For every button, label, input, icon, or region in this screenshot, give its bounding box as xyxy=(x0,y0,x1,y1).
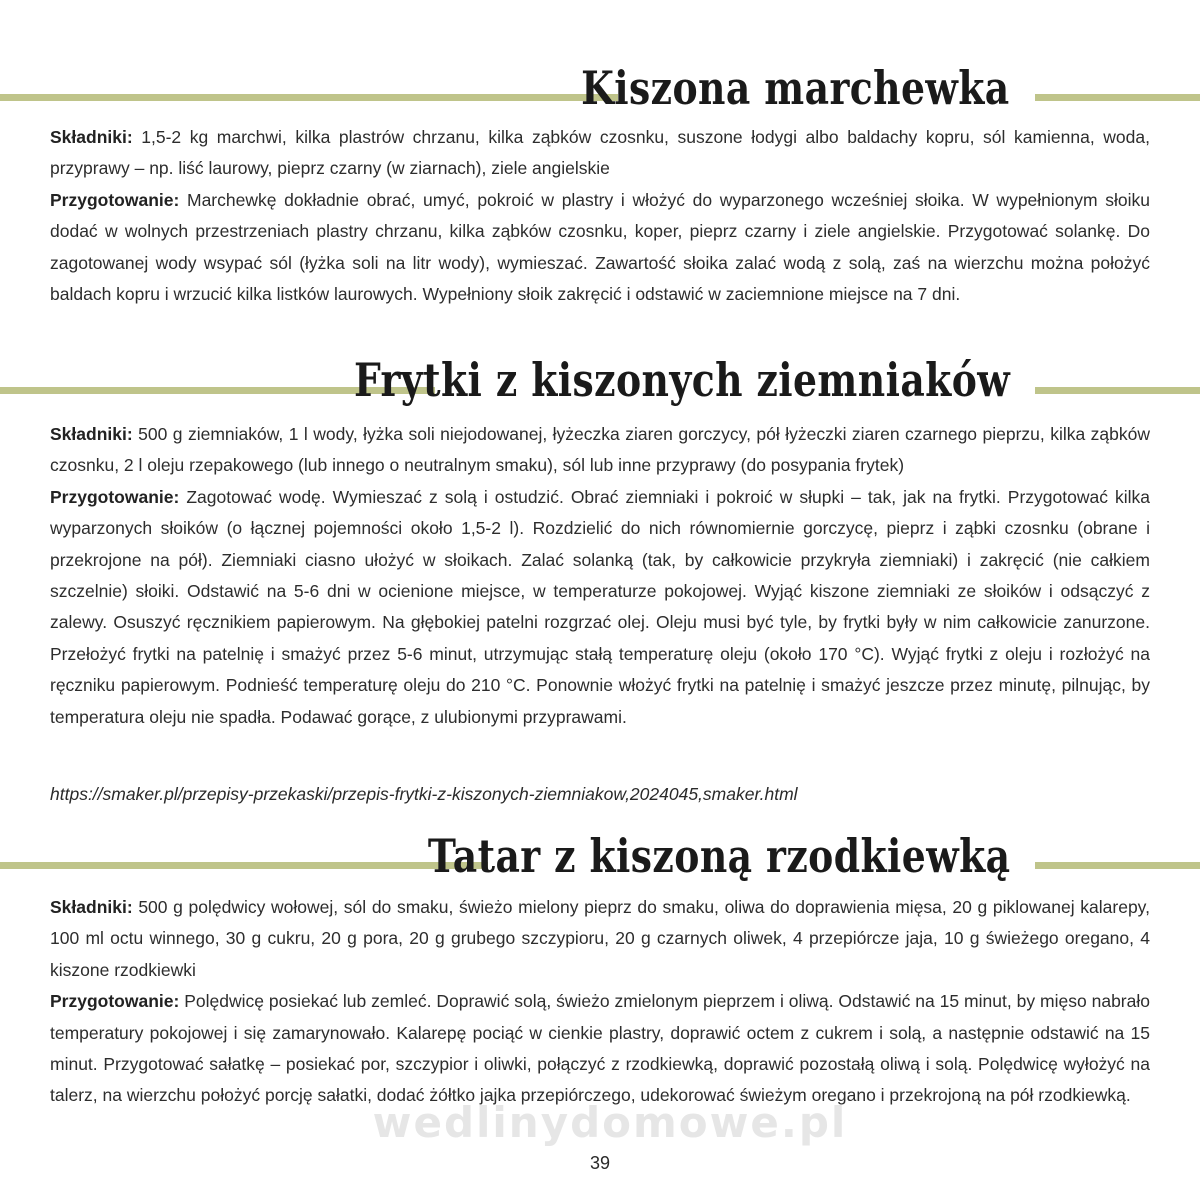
section-2-body xyxy=(50,419,1150,733)
ingredients-label: Składniki: xyxy=(50,424,133,444)
ingredients-text: 1,5-2 kg marchwi, kilka plastrów chrzanu, kilka ząbków czosnku, suszone łodygi albo baldachy kopru, sól kamienna, woda, przyprawy – np. liść laurowy, pieprz czarny (w ziarnach), ziele angielskie xyxy=(50,127,1150,179)
title-rule-right xyxy=(1035,862,1200,869)
source-link[interactable]: https://smaker.pl/przepisy-przekaski/przepis-frytki-z-kiszonych-ziemniakow,2024045,smaker.html xyxy=(50,784,798,804)
ingredients-text: 500 g polędwicy wołowej, sól do smaku, świeżo mielony pieprz do smaku, oliwa do doprawienia mięsa, 20 g piklowanej kalarepy, 100 ml octu winnego, 30 g cukru, 20 g pora, 20 g grubego szczypioru, 20 g czarnych oliwek, 4 przepiórcze jaja, 10 g świeżego oregano, 4 kiszone rzodkiewki xyxy=(50,897,1150,980)
section-3-body xyxy=(50,892,1150,1112)
preparation-label: Przygotowanie: xyxy=(50,991,180,1012)
preparation-text: Polędwicę posiekać lub zemleć. Doprawić solą, świeżo zmielonym pieprzem i oliwą. Odstawić na 15 minut, by mięso nabrało temperatury pokojowej i się zamarynowało. Kalarepę pociąć w cienkie plastry, doprawić octem z cukrem i solą, a następnie odstawić na 15 minut. Przygotować sałatkę – posiekać por, szczypior i oliwki, połączyć z rzodkiewką, doprawić pozostałą oliwą i solą. Polędwicę wyłożyć na talerz, na wierzchu położyć porcję sałatki, dodać żółtko jajka przepiórczego, udekorować świeżym oregano i przekrojoną na pół rzodkiewką. xyxy=(50,991,1150,1106)
section-1-body xyxy=(50,122,1150,310)
ingredients-label: Składniki: xyxy=(50,127,133,147)
watermark: wedlinydomowe.pl xyxy=(372,1098,848,1147)
ingredients-label: Składniki: xyxy=(50,897,133,917)
preparation-text: Marchewkę dokładnie obrać, umyć, pokroić w plastry i włożyć do wyparzonego wcześniej słoika. W wypełnionym słoiku dodać w wolnych przestrzeniach plastry chrzanu, kilka ząbków czosnku, koper, pieprz czarny i ziele angielskie. Przygotować solankę. Do zagotowanej wody wsypać sól (łyżka soli na litr wody), wymieszać. Zawartość słoika zalać wodą z solą, zaś na wierzchu można położyć baldach kopru i wrzucić kilka listków laurowych. Wypełniony słoik zakręcić i odstawić w zaciemnione miejsce na 7 dni. xyxy=(50,189,1150,305)
title-rule-right xyxy=(1035,387,1200,394)
ingredients-paragraph xyxy=(50,122,1150,185)
ingredients-paragraph xyxy=(50,892,1150,986)
preparation-text: Zagotować wodę. Wymieszać z solą i ostudzić. Obrać ziemniaki i pokroić w słupki – tak, jak na frytki. Przygotować kilka wyparzonych słoików (o łącznej pojemności około 1,5-2 l). Rozdzielić do nich równomiernie gorczycę, pieprz i ząbki czosnku (obrane i przekrojone na pół). Ziemniaki ciasno ułożyć w słoikach. Zalać solanką (tak, by całkowicie przykryła ziemniaki) i zakręcić (nie całkiem szczelnie) słoiki. Odstawić na 5-6 dni w ocienione miejsce, w temperaturze pokojowej. Wyjąć kiszone ziemniaki ze słoików i odsączyć z zalewy. Osuszyć ręcznikiem papierowym. Na głębokiej patelni rozgrzać olej. Oleju musi być tyle, by frytki były w nim całkowicie zanurzone. Przełożyć frytki na patelnię i smażyć przez 5-6 minut, utrzymując stałą temperaturę oleju (około 170 °C). Wyjąć frytki z oleju i rozłożyć na ręczniku papierowym. Podnieść temperaturę oleju do 210 °C. Ponownie włożyć frytki na patelnię i smażyć jeszcze przez minutę, pilnując, by temperatura oleju nie spadła. Podawać gorące, z ulubionymi przyprawami. xyxy=(50,486,1150,727)
preparation-paragraph xyxy=(50,986,1150,1112)
ingredients-text: 500 g ziemniaków, 1 l wody, łyżka soli niejodowanej, łyżeczka ziaren gorczycy, pół łyżeczki ziaren czarnego pieprzu, kilka ząbków czosnku, 2 l oleju rzepakowego (lub innego o neutralnym smaku), sól lub inne przyprawy (do posypania frytek) xyxy=(50,424,1150,476)
preparation-label: Przygotowanie: xyxy=(50,486,180,507)
section-2-title: Frytki z kiszonych ziemniaków xyxy=(353,353,1010,407)
section-2-title-row xyxy=(0,350,1200,410)
section-3-title: Tatar z kiszoną rzodkiewką xyxy=(427,829,1010,883)
section-3-title-row xyxy=(0,826,1200,886)
title-rule-right xyxy=(1035,94,1200,101)
section-1-title-row xyxy=(0,58,1200,118)
ingredients-paragraph xyxy=(50,419,1150,482)
preparation-label: Przygotowanie: xyxy=(50,189,180,210)
section-1-title: Kiszona marchewka xyxy=(581,61,1010,115)
preparation-paragraph xyxy=(50,185,1150,311)
page-number: 39 xyxy=(589,1153,611,1173)
title-rule-left xyxy=(0,862,488,869)
preparation-paragraph xyxy=(50,482,1150,733)
title-rule-left xyxy=(0,94,618,101)
